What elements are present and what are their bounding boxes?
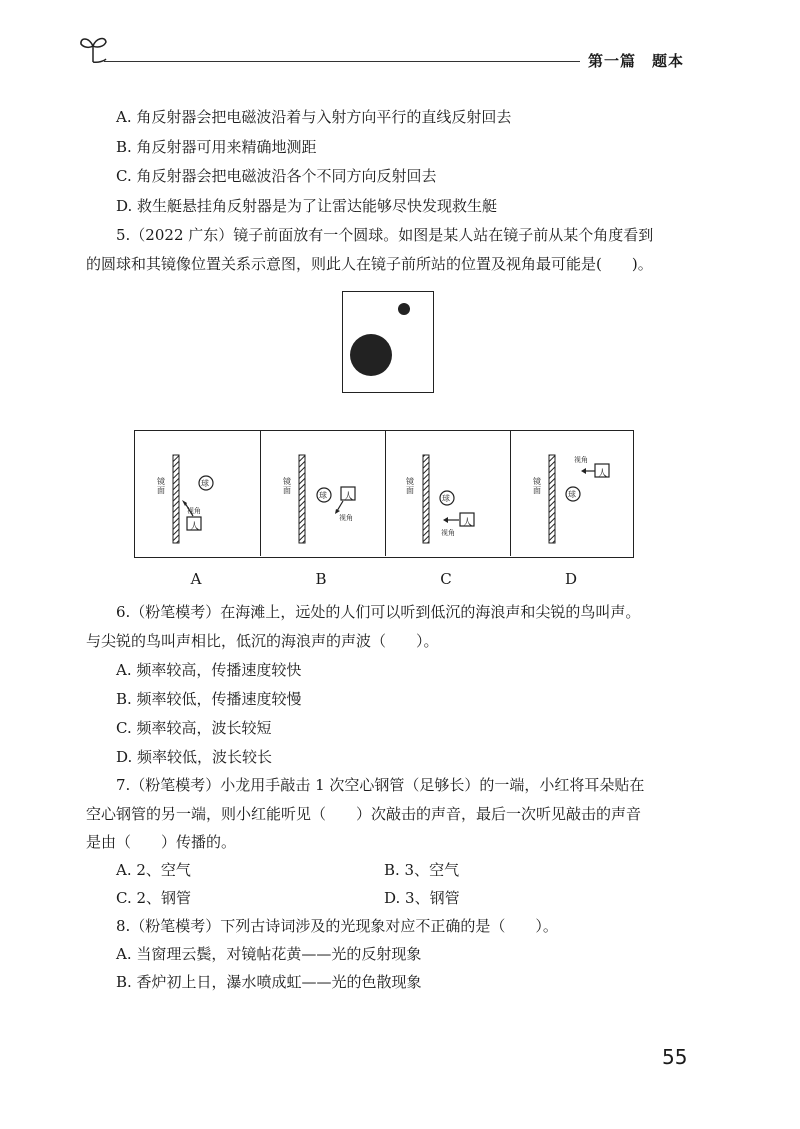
person-label: 人 — [190, 522, 200, 532]
q4-option-c: C. 角反射器会把电磁波沿各个不同方向反射回去 — [116, 167, 437, 185]
angle-label: 视角 — [441, 529, 455, 537]
q8-option-a: A. 当窗理云鬓，对镜帖花黄——光的反射现象 — [116, 945, 422, 963]
q6-stem-line1: 6.（粉笔模考）在海滩上，远处的人们可以听到低沉的海浪声和尖锐的鸟叫声。 — [116, 603, 641, 621]
large-ball — [350, 334, 392, 376]
q7-option-b: B. 3、空气 — [384, 861, 460, 879]
panel-label-c: C — [440, 570, 452, 588]
panel-label-b: B — [315, 570, 327, 588]
ball-label: 球 — [442, 494, 450, 503]
q7-stem-line3: 是由（ ）传播的。 — [86, 833, 237, 851]
mirror-label: 镜面 — [157, 477, 165, 495]
q6-option-b: B. 频率较低，传播速度较慢 — [116, 690, 302, 708]
panel-d — [510, 431, 635, 556]
panel-a — [135, 431, 260, 556]
q6-stem-line2: 与尖锐的鸟叫声相比，低沉的海浪声的声波（ ）。 — [86, 632, 439, 650]
q6-option-a: A. 频率较高，传播速度较快 — [116, 661, 302, 679]
header-rule — [104, 61, 580, 62]
angle-label: 视角 — [187, 507, 201, 515]
angle-label: 视角 — [574, 456, 588, 464]
q6-option-d: D. 频率较低，波长较长 — [116, 748, 273, 766]
mirror-label: 镜面 — [406, 477, 414, 495]
q7-stem-line1: 7.（粉笔模考）小龙用手敲击 1 次空心钢管（足够长）的一端，小红将耳朵贴在 — [116, 776, 645, 794]
q7-stem-line2: 空心钢管的另一端，则小红能听见（ ）次敲击的声音，最后一次听见敲击的声音 — [86, 805, 642, 823]
ball-label: 球 — [568, 490, 576, 499]
panel-label-d: D — [564, 570, 578, 588]
q5-stem-line2: 的圆球和其镜像位置关系示意图，则此人在镜子前所站的位置及视角最可能是( )。 — [86, 255, 653, 273]
sprout-icon — [78, 30, 108, 64]
panel-b — [260, 431, 385, 556]
q5-option-panels — [134, 430, 634, 558]
section-title: 第一篇 题本 — [588, 52, 685, 70]
q5-stem-line1: 5.（2022 广东）镜子前面放有一个圆球。如图是某人站在镜子前从某个角度看到 — [116, 226, 654, 244]
ball-label: 球 — [319, 491, 327, 500]
q8-option-b: B. 香炉初上日，瀑水喷成虹——光的色散现象 — [116, 973, 422, 991]
panel-c — [385, 431, 510, 556]
q7-option-c: C. 2、钢管 — [116, 889, 192, 907]
q7-option-d: D. 3、钢管 — [384, 889, 460, 907]
person-label: 人 — [344, 492, 354, 502]
mirror-label: 镜面 — [283, 477, 291, 495]
angle-label: 视角 — [339, 514, 353, 522]
person-label: 人 — [598, 469, 608, 479]
q6-option-c: C. 频率较高，波长较短 — [116, 719, 272, 737]
q4-option-a: A. 角反射器会把电磁波沿着与入射方向平行的直线反射回去 — [116, 108, 512, 126]
q5-ball-figure — [342, 291, 434, 393]
q4-option-d: D. 救生艇悬挂角反射器是为了让雷达能够尽快发现救生艇 — [116, 197, 498, 215]
q4-option-b: B. 角反射器可用来精确地测距 — [116, 138, 317, 156]
mirror-label: 镜面 — [533, 477, 541, 495]
page-number: 55 — [662, 1045, 688, 1069]
small-ball-image — [398, 303, 410, 315]
ball-label: 球 — [201, 479, 209, 488]
person-label: 人 — [463, 518, 473, 528]
q8-stem-line1: 8.（粉笔模考）下列古诗词涉及的光现象对应不正确的是（ ）。 — [116, 917, 558, 935]
q7-option-a: A. 2、空气 — [116, 861, 191, 879]
panel-label-a: A — [190, 570, 202, 588]
